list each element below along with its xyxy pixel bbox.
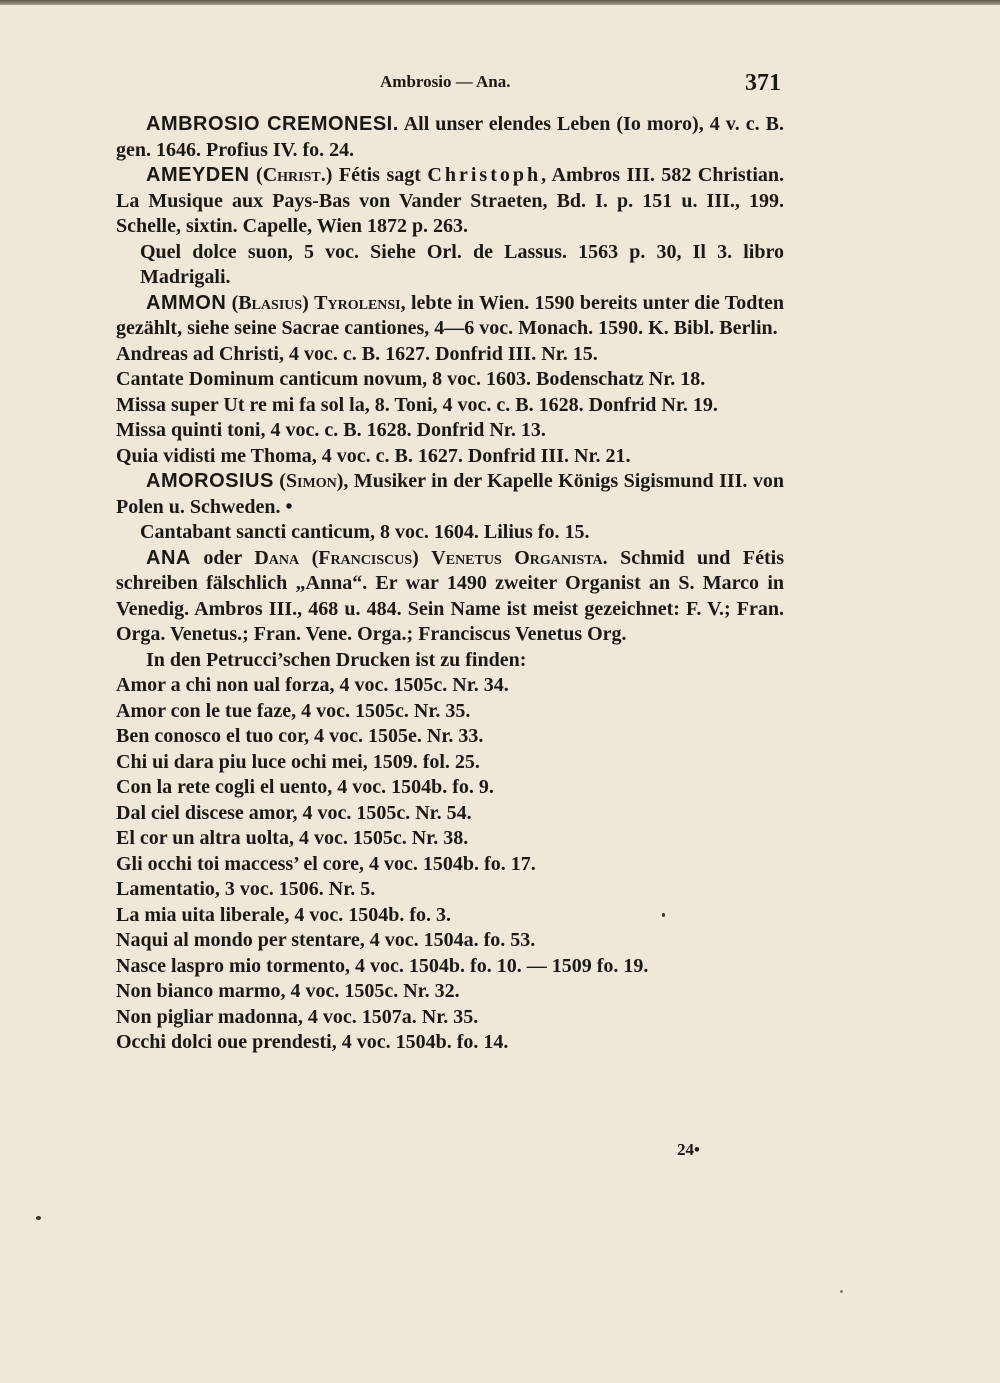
entry-text: (: [299, 546, 319, 569]
spaced-name: Christoph: [427, 164, 542, 186]
ana-works-list: [116, 673, 784, 1056]
work-item: Missa super Ut re mi fa sol la, 8. Toni, 4 voc. c. B. 1628. Donfrid Nr. 19.: [116, 393, 718, 416]
entry-forename: Christ.: [262, 164, 326, 186]
entry-forename: Franciscus: [318, 546, 413, 569]
entry-headword: ANA: [146, 546, 191, 569]
entry-text: All unser elendes Leben (Io moro), 4 v. c. B. gen. 1646. Profius IV. fo. 24.: [116, 113, 784, 161]
work-item: Amor con le tue faze, 4 voc. 1505c. Nr. 35.: [116, 699, 471, 722]
entry-headword: AMBROSIO CREMONESI.: [146, 113, 399, 135]
entry-amorosius: [116, 469, 784, 520]
entry-headword: AMEYDEN: [146, 164, 250, 186]
work-item: Amor a chi non ual forza, 4 voc. 1505c. Nr. 34.: [116, 674, 509, 696]
ammon-works-list: [116, 342, 784, 470]
work-item: Quel dolce suon, 5 voc. Siehe Orl. de Lassus. 1563 p. 30, Il 3. libro Madrigali.: [140, 240, 784, 288]
work-item: Naqui al mondo per stentare, 4 voc. 1504a. fo. 53.: [116, 929, 536, 951]
entry-text: , Ambros III. 582 Christian. La Musique aux Pays-Bas von Vander Straeten, Bd. I. p. 151 u. III., 199. Schelle, sixtin. Capelle, Wien 1872 p. 263.: [116, 164, 784, 237]
entry-text: (: [226, 291, 239, 314]
body-text: [116, 112, 784, 1056]
entry-text: oder: [190, 546, 255, 569]
work-item: Nasce laspro mio tormento, 4 voc. 1504b. fo. 10. — 1509 fo. 19.: [116, 954, 649, 977]
entry-ameyden: [116, 163, 784, 240]
work-item: Gli occhi toi maccess’ el core, 4 voc. 1504b. fo. 17.: [116, 852, 536, 875]
work-item: Occhi dolci oue prendesti, 4 voc. 1504b. fo. 14.: [116, 1031, 509, 1053]
entry-text: ): [412, 546, 432, 569]
work-item: Lamentatio, 3 voc. 1506. Nr. 5.: [116, 878, 376, 900]
work-item: Cantate Dominum canticum novum, 8 voc. 1603. Bodenschatz Nr. 18.: [116, 368, 706, 390]
work-item: Non bianco marmo, 4 voc. 1505c. Nr. 32.: [116, 980, 460, 1002]
entry-text: ) Fétis sagt: [325, 164, 428, 186]
entry-ammon: [116, 291, 784, 342]
entry-origin: Tyrolensi: [314, 291, 401, 314]
entry-headword: AMMON: [146, 291, 227, 314]
entry-text: , lebte in Wien. 1590 bereits unter die Todten gezählt, siehe seine Sacrae cantiones, 4—6 voc. Monach. 1590. K. Bibl. Berlin.: [116, 291, 784, 339]
paper-speck: [840, 1290, 843, 1293]
entry-forename: Simon: [285, 470, 337, 492]
entry-text: . Schmid und Fétis schreiben fälschlich „Anna“. Er war 1490 zweiter Organist an S. Marco in Venedig. Ambros III., 468 u. 484. Sein Name ist meist gezeichnet: F. V.; Fran. Orga. Venetus.; Fran. Vene. Orga.; Franciscus Venetus Org.: [116, 546, 784, 645]
work-item: Andreas ad Christi, 4 voc. c. B. 1627. Donfrid III. Nr. 15.: [116, 342, 598, 365]
entry-headword: AMOROSIUS: [146, 470, 274, 492]
printer-signature: 24•: [677, 1140, 700, 1159]
work-item: Dal ciel discese amor, 4 voc. 1505c. Nr. 54.: [116, 801, 472, 824]
page-edge-shadow: [0, 0, 1000, 5]
entry-text: (: [249, 164, 263, 186]
work-item: Cantabant sancti canticum, 8 voc. 1604. Lilius fo. 15.: [140, 521, 590, 543]
entry-title: Venetus Organista: [431, 546, 603, 569]
entry-alt-name: Dana: [254, 546, 300, 569]
work-item: Non pigliar madonna, 4 voc. 1507a. Nr. 35.: [116, 1005, 479, 1028]
work-item: Missa quinti toni, 4 voc. c. B. 1628. Donfrid Nr. 13.: [116, 419, 546, 441]
paper-speck: [36, 1216, 41, 1220]
page-number: 371: [745, 70, 781, 96]
paper-speck: [662, 913, 665, 917]
entry-ambrosio: [116, 112, 784, 163]
entry-text: ): [302, 291, 315, 314]
work-item: Con la rete cogli el uento, 4 voc. 1504b. fo. 9.: [116, 776, 494, 798]
work-item: El cor un altra uolta, 4 voc. 1505c. Nr. 38.: [116, 827, 469, 849]
work-item: Ben conosco el tuo cor, 4 voc. 1505e. Nr. 33.: [116, 725, 484, 747]
work-item: Chi ui dara piu luce ochi mei, 1509. fol. 25.: [116, 750, 480, 773]
entry-ana: [116, 546, 784, 648]
section-intro: In den Petrucci’schen Drucken ist zu finden:: [146, 648, 527, 671]
running-head: Ambrosio — Ana.: [380, 72, 511, 91]
work-item: Quia vidisti me Thoma, 4 voc. c. B. 1627. Donfrid III. Nr. 21.: [116, 444, 631, 467]
entry-text: ), Musiker in der Kapelle Königs Sigismund III. von Polen u. Schweden. •: [116, 470, 784, 518]
entry-text: (: [273, 470, 286, 492]
entry-forename: Blasius: [238, 291, 303, 314]
work-item: La mia uita liberale, 4 voc. 1504b. fo. 3.: [116, 903, 451, 926]
